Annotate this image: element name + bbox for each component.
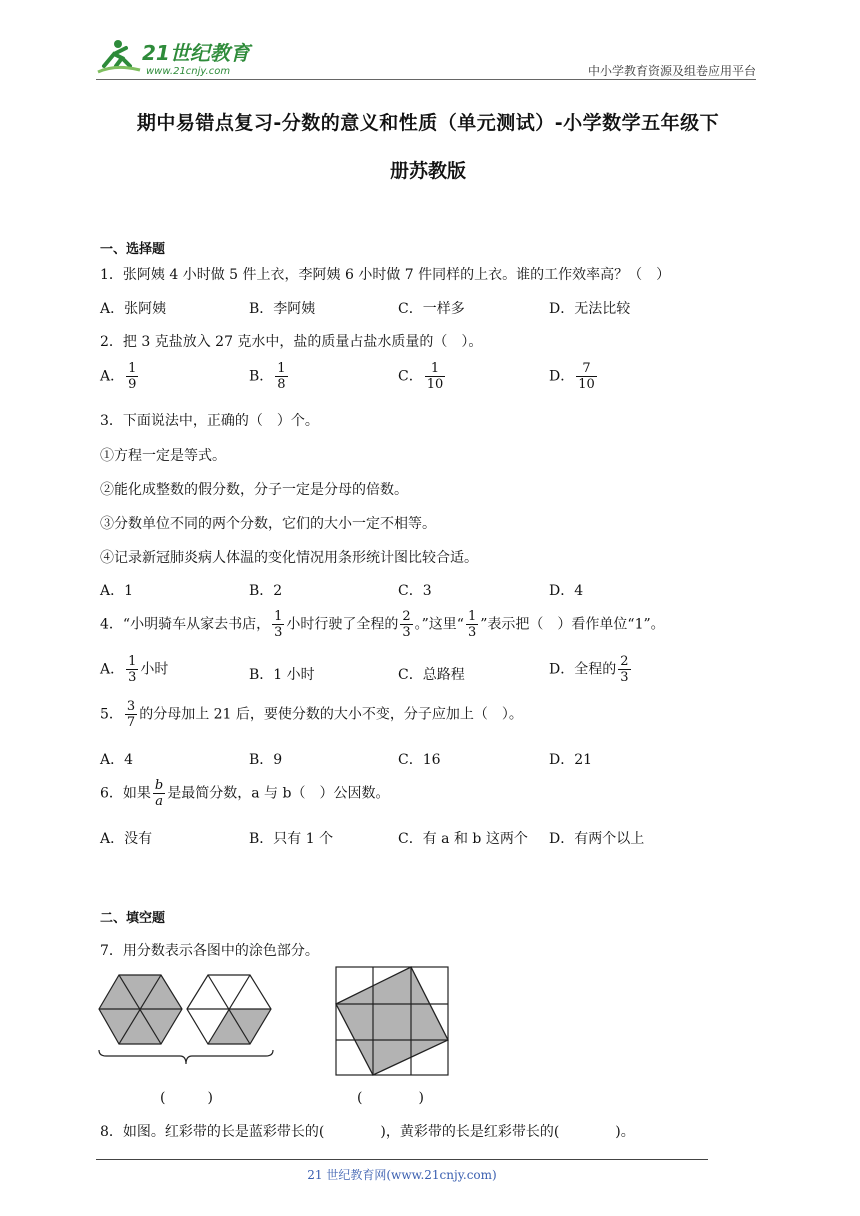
grid-square-figure — [333, 963, 451, 1079]
q4-part3: 。”这里“ — [414, 616, 464, 633]
q5-option-b: B．9 — [249, 752, 283, 768]
q6-body: 是最简分数，a 与 b（ ）公因数。 — [167, 785, 390, 802]
fraction — [576, 361, 597, 392]
q4-d-label: D．全程的 — [549, 661, 617, 678]
question-6-text — [100, 778, 389, 809]
fraction-numerator: 2 — [620, 654, 629, 669]
question-3-text: 3．下面说法中，正确的（ ）个。 — [100, 413, 319, 429]
q4-option-b: B．1 小时 — [249, 667, 315, 683]
q3-statement-3: ③分数单位不同的两个分数，它们的大小一定不相等。 — [100, 516, 436, 532]
fraction-denominator: 3 — [620, 670, 629, 685]
fraction-numerator: 1 — [128, 654, 137, 669]
q1-option-a: A．张阿姨 — [100, 301, 167, 317]
site-logo — [96, 36, 266, 80]
logo-url-text: www.21cnjy.com — [146, 66, 231, 77]
fraction-numerator: 3 — [126, 699, 136, 714]
q4-part4: ”表示把（ ）看作单位“1”。 — [480, 616, 665, 633]
runner-logo-icon — [96, 36, 266, 80]
hexagon-figure — [96, 970, 276, 1070]
fraction-numerator: 1 — [425, 361, 446, 377]
q1-option-b: B．李阿姨 — [249, 301, 316, 317]
q3-option-b: B．2 — [249, 583, 283, 599]
q6-prefix: 6．如果 — [100, 785, 151, 802]
q6-option-c: C．有 a 和 b 这两个 — [398, 831, 528, 847]
fraction-numerator: 1 — [128, 361, 137, 376]
q2-b-label: B． — [249, 368, 274, 385]
q5-option-c: C．16 — [398, 752, 441, 768]
q2-d-label: D． — [549, 368, 575, 385]
fraction-numerator: 2 — [402, 609, 411, 624]
q1-option-c: C．一样多 — [398, 301, 465, 317]
fraction — [126, 361, 138, 392]
q3-statement-2: ②能化成整数的假分数，分子一定是分母的倍数。 — [100, 482, 408, 498]
q4-part2: 小时行驶了全程的 — [286, 616, 399, 633]
q2-option-a — [100, 361, 140, 392]
q5-option-d: D．21 — [549, 752, 593, 768]
q3-option-d: D．4 — [549, 583, 584, 599]
q4-part1: 4．“小明骑车从家去书店， — [100, 616, 271, 633]
q4-a-suffix: 小时 — [140, 661, 169, 678]
fraction-denominator: 3 — [128, 670, 137, 685]
question-8-text: 8．如图。红彩带的长是蓝彩带长的( )，黄彩带的长是红彩带长的( )。 — [100, 1124, 635, 1140]
q4-option-d — [549, 654, 633, 685]
q3-option-c: C．3 — [398, 583, 432, 599]
logo-main-text: 21世纪教育 — [142, 41, 250, 65]
tilted-square — [336, 967, 448, 1075]
fraction — [400, 609, 412, 640]
fraction — [126, 654, 138, 685]
fraction-numerator: b — [154, 778, 164, 793]
fraction-denominator: 3 — [467, 625, 477, 640]
q3-option-a: A．1 — [100, 583, 134, 599]
q6-option-b: B．只有 1 个 — [249, 831, 334, 847]
fraction-denominator: 10 — [578, 377, 595, 392]
q4-option-c: C．总路程 — [398, 667, 465, 683]
brace-icon — [99, 1050, 273, 1064]
fraction — [466, 609, 478, 640]
section1-heading: 一、选择题 — [100, 242, 166, 257]
question-5-text — [100, 699, 523, 730]
question-4-text — [100, 609, 665, 640]
question-7-text: 7．用分数表示各图中的涂色部分。 — [100, 943, 319, 959]
q2-c-label: C． — [398, 368, 423, 385]
page-title-line1: 期中易错点复习-分数的意义和性质（单元测试）-小学数学五年级下 — [136, 112, 720, 134]
q4-a-label: A． — [100, 661, 125, 678]
hexagon-left — [99, 975, 182, 1044]
footer-text[interactable]: 21 世纪教育网(www.21cnjy.com) — [307, 1168, 497, 1182]
fraction — [425, 361, 446, 392]
hexagon-right — [187, 975, 271, 1044]
q4-option-a — [100, 654, 168, 685]
header-divider — [96, 79, 756, 80]
fraction-numerator: 1 — [274, 609, 283, 624]
q1-option-d: D．无法比较 — [549, 301, 631, 317]
fraction — [272, 609, 284, 640]
fraction-numerator: 7 — [576, 361, 597, 377]
fraction — [618, 654, 630, 685]
section2-heading: 二、填空题 — [100, 911, 166, 926]
fraction-denominator: 10 — [426, 377, 444, 392]
q2-option-d — [549, 361, 599, 392]
q2-option-b — [249, 361, 290, 392]
fraction-numerator: 1 — [277, 361, 286, 376]
q5-prefix: 5． — [100, 706, 123, 723]
header-right-text: 中小学教育资源及组卷应用平台 — [587, 64, 756, 78]
q5-body: 的分母加上 21 后，要使分数的大小不变，分子应加上（ ）。 — [139, 706, 523, 723]
q3-statement-4: ④记录新冠肺炎病人体温的变化情况用条形统计图比较合适。 — [100, 550, 478, 566]
page-title-line2: 册苏教版 — [389, 160, 466, 182]
q2-option-c — [398, 361, 447, 392]
q6-option-a: A．没有 — [100, 831, 153, 847]
fraction-denominator: 3 — [274, 625, 283, 640]
fraction-denominator: 8 — [277, 377, 286, 392]
q5-option-a: A．4 — [100, 752, 134, 768]
fraction — [153, 778, 165, 809]
q2-a-label: A． — [100, 368, 125, 385]
footer-divider — [96, 1159, 708, 1160]
q3-statement-1: ①方程一定是等式。 — [100, 448, 226, 464]
fraction — [125, 699, 137, 730]
fraction — [275, 361, 287, 392]
question-1-text: 1．张阿姨 4 小时做 5 件上衣，李阿姨 6 小时做 7 件同样的上衣。谁的工作效率高？（ ） — [100, 267, 671, 283]
q7-blank-2[interactable]: ( ) — [357, 1090, 424, 1106]
question-2-text: 2．把 3 克盐放入 27 克水中，盐的质量占盐水质量的（ ）。 — [100, 334, 483, 350]
fraction-numerator: 1 — [467, 609, 477, 624]
fraction-denominator: 7 — [126, 715, 136, 730]
fraction-denominator: 3 — [402, 625, 411, 640]
q6-option-d: D．有两个以上 — [549, 831, 645, 847]
fraction-denominator: 9 — [128, 377, 137, 392]
fraction-denominator: a — [155, 794, 163, 809]
q7-blank-1[interactable]: ( ) — [160, 1090, 213, 1106]
